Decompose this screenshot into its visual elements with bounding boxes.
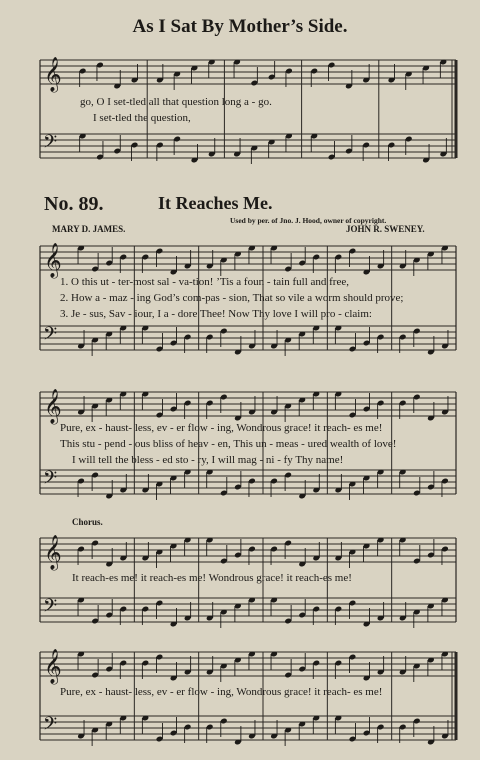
bass-clef: 𝄢: [43, 714, 58, 739]
verse-line-3: 3. Je - sus, Sav - iour, I a - dore Thee! Now Thy love I will pro - claim:: [60, 308, 372, 320]
lyric-line: I set-tled the question,: [93, 112, 191, 124]
hymn-number: No. 89.: [44, 193, 104, 215]
bass-clef: 𝄢: [43, 132, 58, 157]
lyric-line: go, O I set-tled all that question long a - go.: [80, 96, 272, 108]
verse-line-2: 2. How a - maz - ing God’s com-pas - sion, That so vile a worm should prove;: [60, 292, 404, 304]
composer: JOHN R. SWENEY.: [346, 224, 425, 234]
lyricist: MARY D. JAMES.: [52, 224, 126, 234]
treble-clef: 𝄞: [44, 535, 62, 570]
bass-clef: 𝄢: [43, 324, 58, 349]
treble-clef: 𝄞: [44, 57, 62, 92]
verse-line-1: 1. O this ut - ter-most sal - va-tion! ’Tis a foun - tain full and free,: [60, 276, 349, 288]
copyright-credit: Used by per. of Jno. J. Hood, owner of copyright.: [230, 216, 387, 225]
hymn-title: It Reaches Me.: [158, 193, 273, 213]
verse-line-1b: Pure, ex - haust- less, ev - er flow - ing, Wondrous grace! it reach- es me!: [60, 422, 383, 434]
chorus-lyrics: It reach-es me! it reach-es me! Wondrous grace! it reach-es me!: [72, 572, 352, 584]
chorus-final-lyrics: Pure, ex - haust- less, ev - er flow - ing, Wondrous grace! it reach- es me!: [60, 686, 383, 698]
verse-line-3b: I will tell the bless - ed sto - ry, I will mag - ni - fy Thy name!: [72, 454, 344, 466]
song-title-top: As I Sat By Mother’s Side.: [132, 16, 348, 37]
treble-clef: 𝄞: [44, 389, 62, 424]
bass-clef: 𝄢: [43, 596, 58, 621]
treble-clef: 𝄞: [44, 649, 62, 684]
bass-clef: 𝄢: [43, 468, 58, 493]
verse-line-2b: This stu - pend - ous bliss of heav - en, This un - meas - ured wealth of love!: [60, 438, 397, 450]
chorus-label: Chorus.: [72, 517, 103, 527]
treble-clef: 𝄞: [44, 243, 62, 278]
